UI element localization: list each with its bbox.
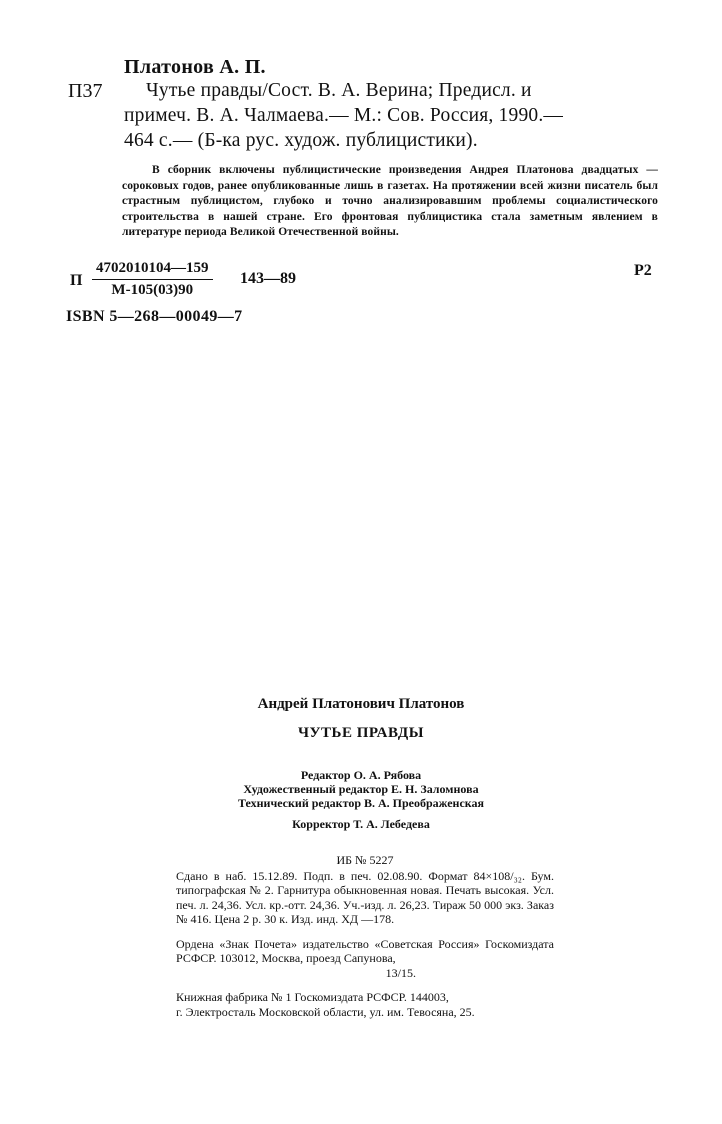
print-details: Сдано в наб. 15.12.89. Подп. в печ. 02.08.90. Формат 84×108/₃₂. Бум. типографская № 2. Гарнитура обыкновенная новая. Печать высокая. Усл. печ. л. 24,36. Усл. кр.-отт. 24,36. Уч.-изд. л. 26,23. Тираж 50 000 экз. Заказ № 416. Цена 2 р. 30 к. Изд. инд. ХД —178. <box>176 868 554 926</box>
publisher-address-end: 13/15. <box>385 965 416 980</box>
book-title: ЧУТЬЕ ПРАВДЫ <box>298 725 424 741</box>
tech-editor-line: Технический редактор В. А. Преображенская <box>237 796 485 810</box>
print-details-block <box>176 853 554 1019</box>
index-fraction <box>92 260 213 299</box>
index-numerator: 4702010104—159 <box>92 260 213 280</box>
annotation-paragraph: В сборник включены публицистические произведения Андрея Платонова двадцатых — сороковых годов, ранее опубликованные лишь в газетах. На протяжении всей жизни писатель был страстным публицистом, глубоко и точно анализировавшим проблемы социалистического строительства в нашей стране. Его фронтовая публицистика стала заметным явлением в литературе периода Великой Отечественной войны. <box>122 164 658 238</box>
classification-code: Р2 <box>634 262 652 279</box>
printer-line: Книжная фабрика № 1 Госкомиздата РСФСР. 144003, <box>176 990 449 1004</box>
index-prefix: П <box>70 272 83 289</box>
ib-number: ИБ № 5227 <box>336 853 394 867</box>
editors-block <box>0 768 722 810</box>
printer-line: г. Электросталь Московской области, ул. им. Тевосяна, 25. <box>176 1004 475 1019</box>
corrector-line: Корректор Т. А. Лебедева <box>292 817 430 831</box>
isbn: ISBN 5—268—00049—7 <box>66 308 243 325</box>
index-denominator: М-105(03)90 <box>111 282 194 298</box>
catalog-code: П37 <box>68 80 103 102</box>
index-code: 143—89 <box>240 270 296 287</box>
author-heading: Платонов А. П. <box>124 56 266 78</box>
bibliographic-line: Чутье правды/Сост. В. А. Верина; Предисл. и <box>146 80 532 101</box>
editor-line: Редактор О. А. Рябова <box>300 768 422 782</box>
bibliographic-line: 464 с.— (Б-ка рус. худож. публицистики). <box>124 130 478 151</box>
art-editor-line: Художественный редактор Е. Н. Заломнова <box>243 782 479 796</box>
publisher-info: Ордена «Знак Почета» издательство «Советская Россия» Госкомиздата РСФСР. 103012, Москва, проезд Сапунова, <box>176 936 554 965</box>
bibliographic-line: примеч. В. А. Чалмаева.— М.: Сов. Россия, 1990.— <box>124 105 564 126</box>
author-full-name: Андрей Платонович Платонов <box>257 696 465 712</box>
